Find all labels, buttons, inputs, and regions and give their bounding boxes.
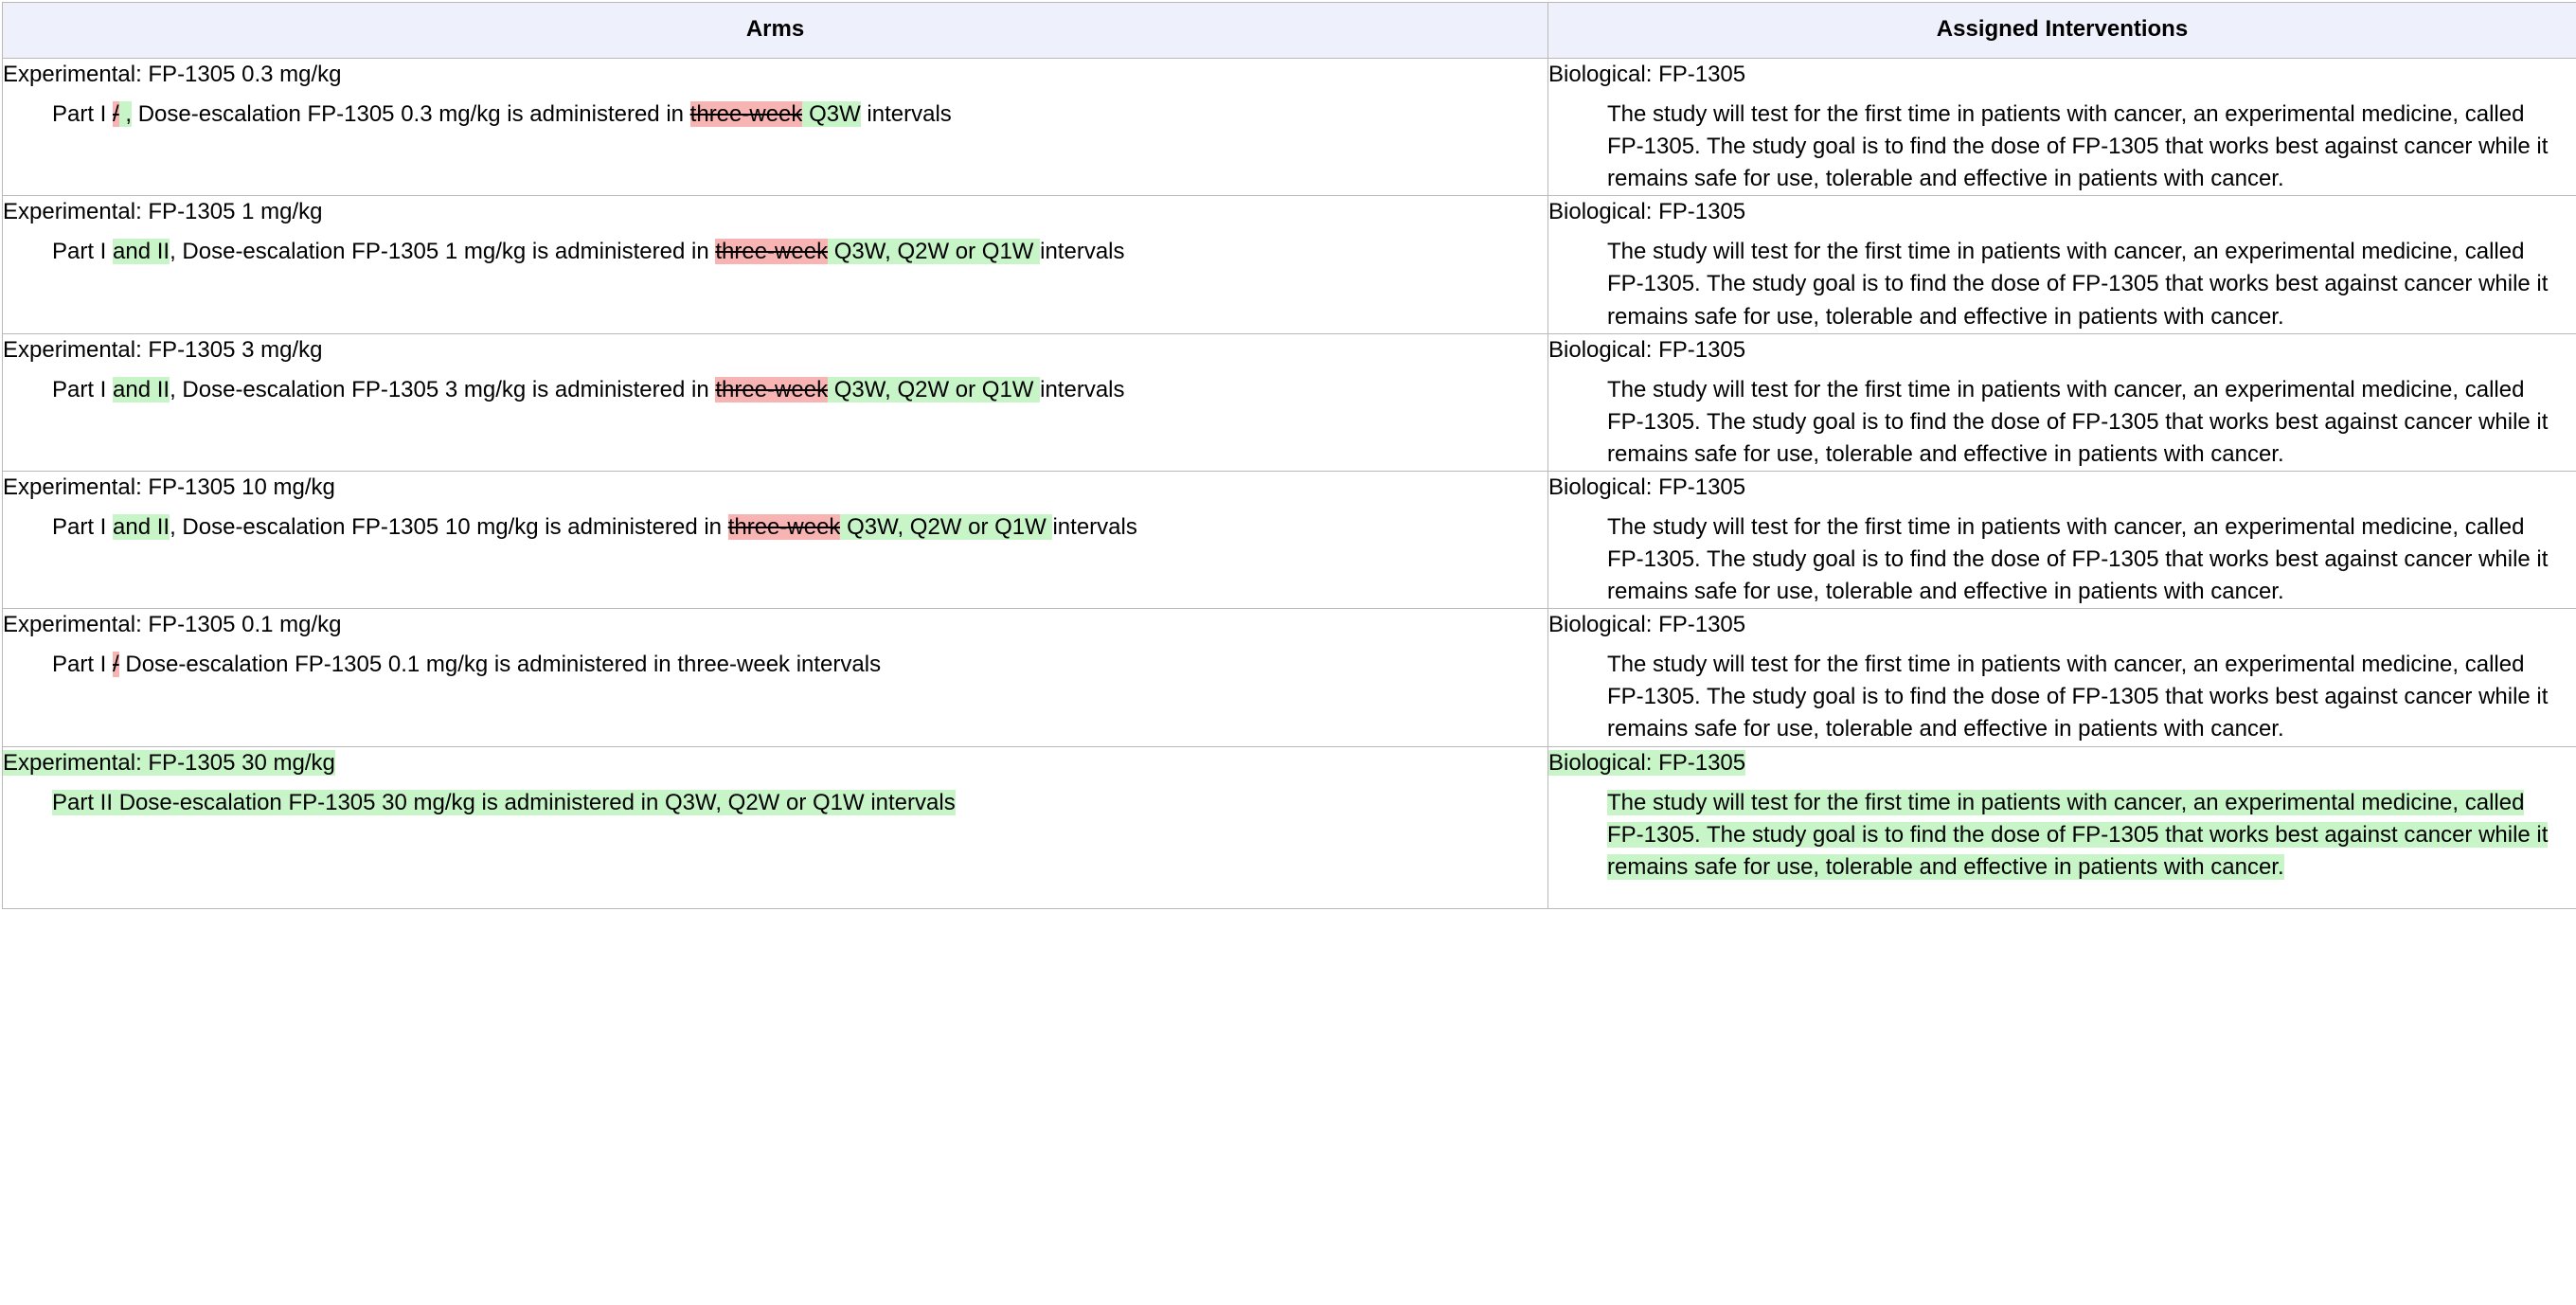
arms-interventions-table [2,2,2576,909]
inserted-text: Biological: FP-1305 [1548,749,1746,776]
intervention-description: The study will test for the first time in patients with cancer, an experimental medicine, called FP-1305. The study goal is to find the dose of FP-1305 that works best against cancer while it remains safe for use, tolerable and effective in patients with cancer. [1607,514,2549,605]
intervention-description: The study will test for the first time in patients with cancer, an experimental medicine, called FP-1305. The study goal is to find the dose of FP-1305 that works best against cancer while it remains safe for use, tolerable and effective in patients with cancer. [1607,652,2549,742]
arm-cell [3,471,1548,608]
arm-description [52,511,1547,544]
column-header-interventions: Assigned Interventions [1548,3,2576,59]
intervention-title: Biological: FP-1305 [1548,336,1746,363]
table-row [3,609,2576,746]
intervention-cell [1548,333,2576,471]
text-segment: , Dose-escalation FP-1305 10 mg/kg is administered in [170,514,728,541]
inserted-text: and II [113,376,170,402]
intervention-description: The study will test for the first time in patients with cancer, an experimental medicine, called FP-1305. The study goal is to find the dose of FP-1305 that works best against cancer while it remains safe for use, tolerable and effective in patients with cancer. [1607,101,2549,192]
text-segment: intervals [1052,514,1137,541]
text-segment: Part I [52,239,114,265]
text-segment: Part I [52,376,114,402]
intervention-cell [1548,746,2576,908]
arm-description [52,98,1547,131]
intervention-cell [1548,609,2576,746]
text-segment: Part I [52,514,114,541]
table-row [3,746,2576,908]
text-segment: intervals [860,101,952,128]
text-segment: Part I [52,101,114,128]
column-header-arms: Arms [3,3,1548,59]
text-segment: , Dose-escalation FP-1305 3 mg/kg is administered in [170,376,716,402]
table-row [3,59,2576,196]
arm-title: Experimental: FP-1305 0.3 mg/kg [3,62,342,87]
text-segment: Dose-escalation FP-1305 0.3 mg/kg is administered in [132,101,690,128]
arm-title: Experimental: FP-1305 3 mg/kg [3,336,323,363]
deleted-text: three-week [727,514,841,541]
deleted-text: / [113,101,119,128]
inserted-text: Q3W, Q2W or Q1W [828,376,1041,402]
inserted-text: Q3W [802,101,861,128]
arm-title: Experimental: FP-1305 10 mg/kg [3,474,335,500]
intervention-cell [1548,196,2576,333]
inserted-text: and II [113,239,170,265]
inserted-text: Part II Dose-escalation FP-1305 30 mg/kg is administered in Q3W, Q2W or Q1W intervals [52,789,956,815]
table-body [3,59,2576,909]
deleted-text: three-week [715,239,829,265]
text-segment: intervals [1040,376,1125,402]
arm-title: Experimental: FP-1305 1 mg/kg [3,199,323,225]
text-segment: Part I [52,652,114,678]
table-head [3,3,2576,59]
table-header-row [3,3,2576,59]
arm-cell [3,609,1548,746]
inserted-text: , [118,101,133,128]
deleted-text: / [113,652,119,678]
intervention-cell [1548,471,2576,608]
inserted-text: Experimental: FP-1305 30 mg/kg [3,749,335,776]
arm-cell [3,333,1548,471]
deleted-text: three-week [715,376,829,402]
intervention-title [1548,747,2576,779]
intervention-description [1607,787,2564,884]
inserted-text: and II [113,514,170,541]
text-segment: intervals [1040,239,1125,265]
arm-title: Experimental: FP-1305 0.1 mg/kg [3,612,342,638]
arm-cell [3,746,1548,908]
arm-description [52,787,1547,819]
arm-cell [3,59,1548,196]
table-row [3,196,2576,333]
intervention-title: Biological: FP-1305 [1548,474,1746,500]
intervention-title: Biological: FP-1305 [1548,612,1746,638]
text-segment: , Dose-escalation FP-1305 1 mg/kg is administered in [170,239,716,265]
intervention-title: Biological: FP-1305 [1548,62,1746,87]
table-row [3,471,2576,608]
inserted-text: The study will test for the first time in patients with cancer, an experimental medicine, called FP-1305. The study goal is to find the dose of FP-1305 that works best against cancer while it remains safe for use, tolerable and effective in patients with cancer. [1607,789,2549,880]
table-row [3,333,2576,471]
arm-description [52,236,1547,268]
text-segment: Dose-escalation FP-1305 0.1 mg/kg is administered in three-week intervals [118,652,882,678]
arm-cell [3,196,1548,333]
arm-description [52,649,1547,681]
diff-page [0,2,2576,909]
intervention-description: The study will test for the first time in patients with cancer, an experimental medicine, called FP-1305. The study goal is to find the dose of FP-1305 that works best against cancer while it remains safe for use, tolerable and effective in patients with cancer. [1607,239,2549,330]
arm-title [3,747,1547,779]
inserted-text: Q3W, Q2W or Q1W [840,514,1053,541]
inserted-text: Q3W, Q2W or Q1W [828,239,1041,265]
intervention-cell [1548,59,2576,196]
deleted-text: three-week [689,101,803,128]
intervention-description: The study will test for the first time in patients with cancer, an experimental medicine, called FP-1305. The study goal is to find the dose of FP-1305 that works best against cancer while it remains safe for use, tolerable and effective in patients with cancer. [1607,376,2549,467]
arm-description [52,374,1547,406]
intervention-title: Biological: FP-1305 [1548,199,1746,225]
